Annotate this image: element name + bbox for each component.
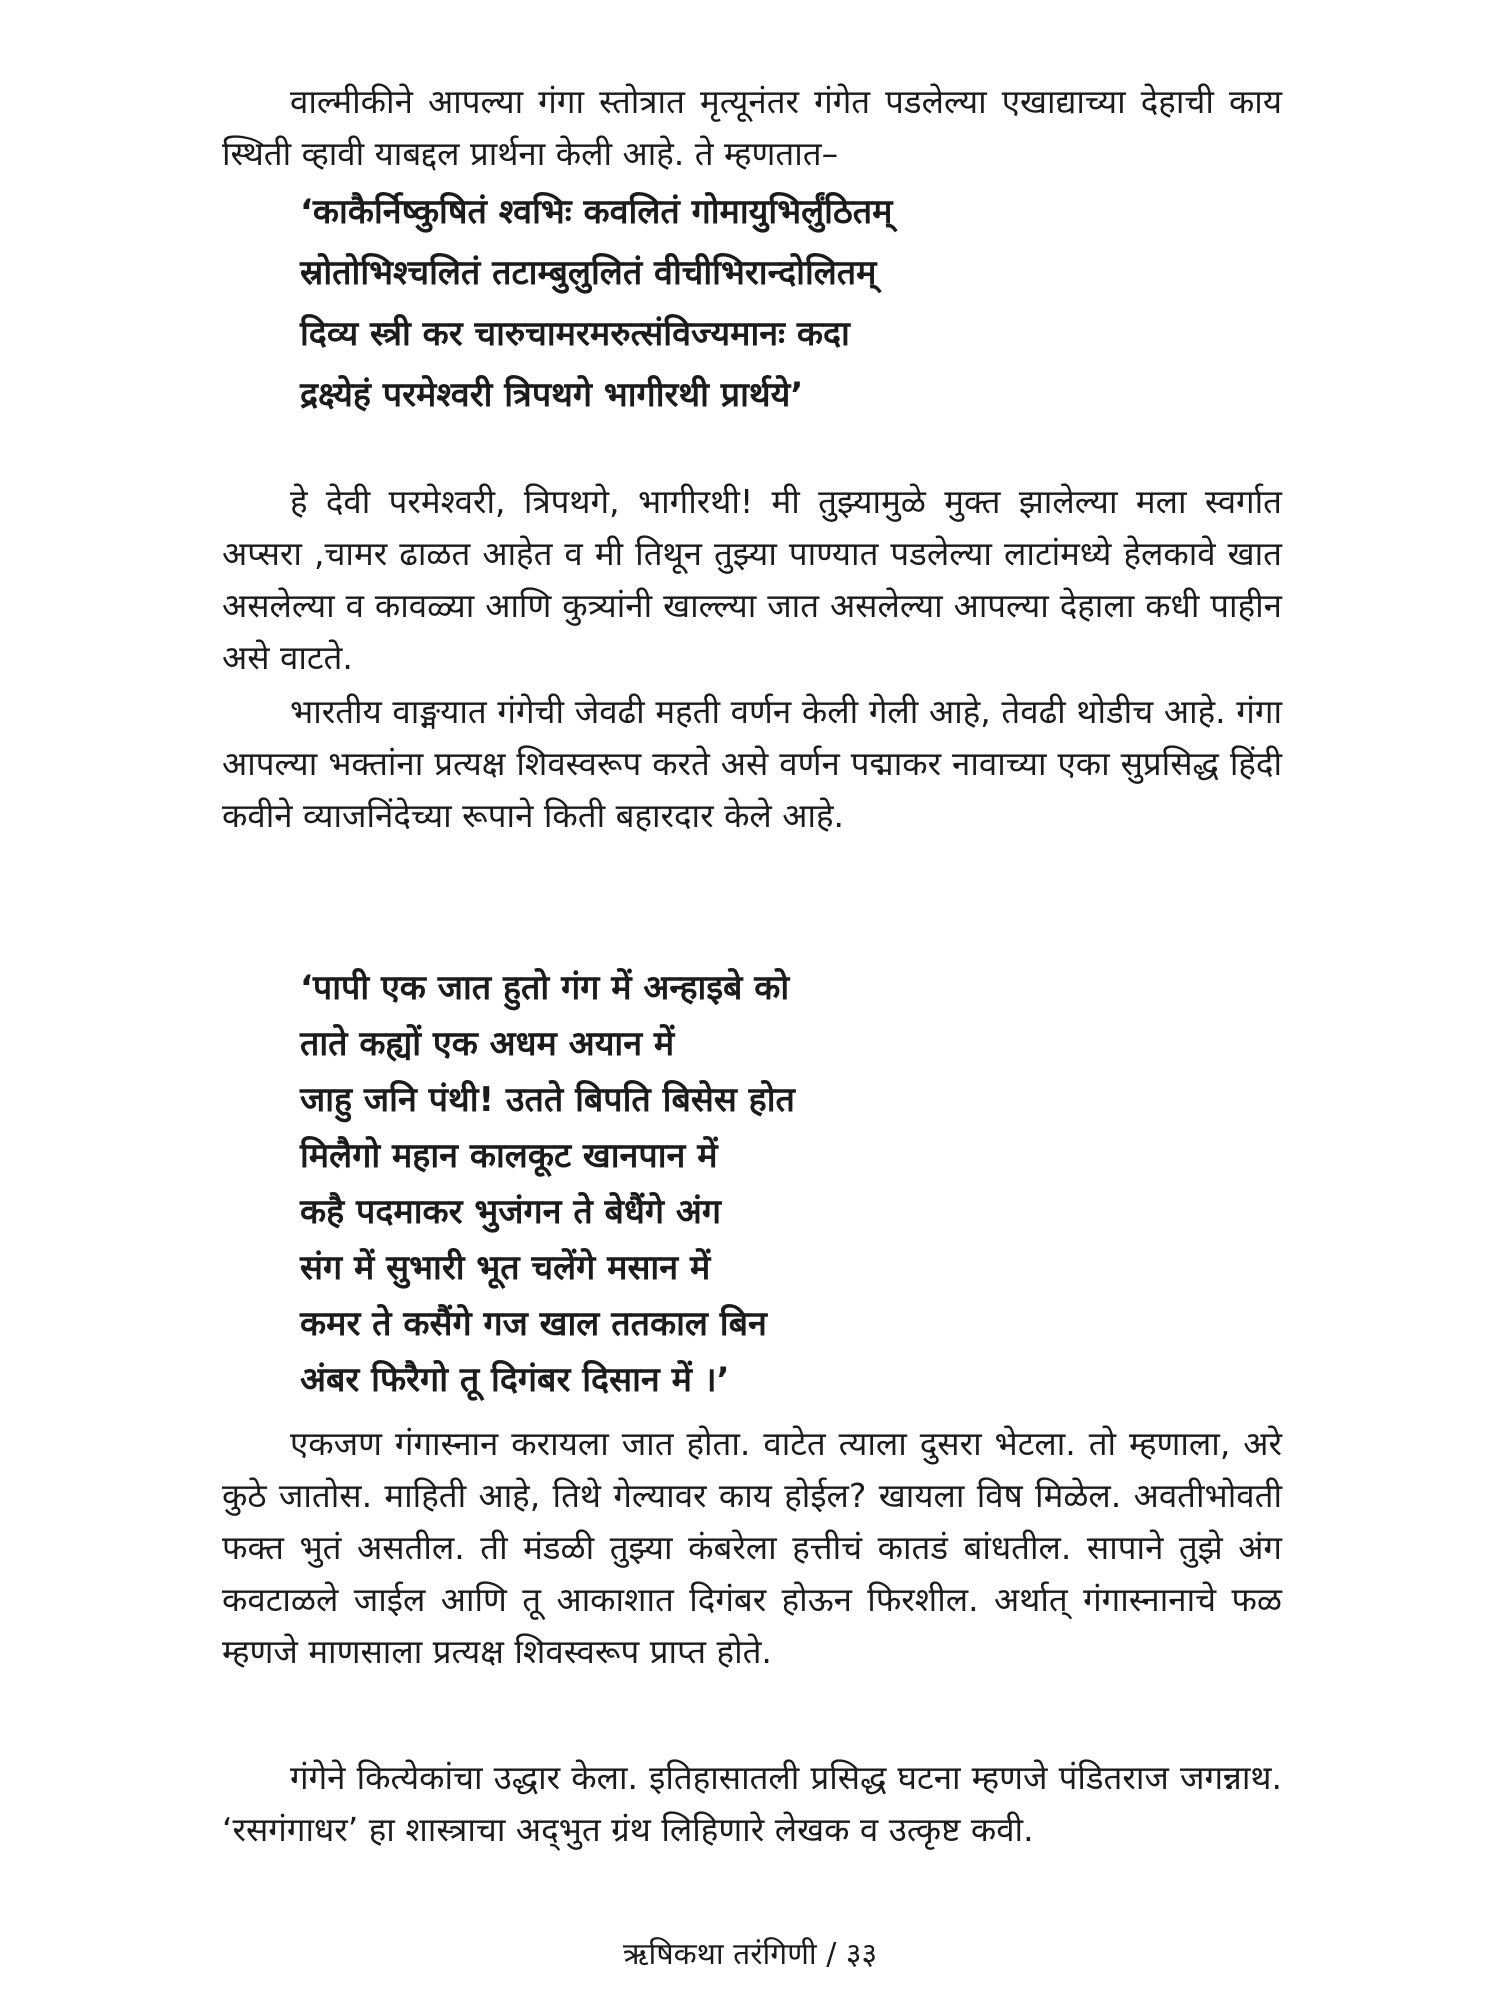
paragraph-padmakar	[222, 686, 1282, 842]
verse-line: अंबर फिरैगो तू दिगंबर दिसान में ।’	[300, 1360, 730, 1400]
verse-line: दिव्य स्त्री कर चारुचामरमरुत्संविज्यमानः कदा	[300, 314, 850, 354]
paragraph-prayer-meaning	[222, 476, 1282, 684]
verse-line: ‘काकैर्निष्कुषितं श्वभिः कवलितं गोमायुभिर्लुंठितम्	[300, 192, 893, 232]
paragraph-text: हे देवी परमेश्वरी, त्रिपथगे, भागीरथी! मी तुझ्यामुळे मुक्त झालेल्या मला स्वर्गात अप्सरा ,चामर ढाळत आहेत व मी तिथून तुझ्या पाण्यात पडलेल्या लाटांमध्ये हेलकावे खात असलेल्या व कावळ्या आणि कुत्र्यांनी खाल्ल्या जात असलेल्या आपल्या देहाला कधी पाहीन असे वाटते.	[222, 482, 1282, 677]
verse-line: स्रोतोभिश्चलितं तटाम्बुलुलितं वीचीभिरान्दोलितम्	[300, 253, 877, 293]
page-footer: ऋषिकथा तरंगिणी / ३३	[622, 1937, 878, 1972]
paragraph-gangasnan-story	[222, 1418, 1282, 1678]
verse-line: जाहु जनि पंथी! उतते बिपति बिसेस होत	[300, 1080, 795, 1120]
paragraph-text: एकजण गंगास्नान करायला जात होता. वाटेत त्याला दुसरा भेटला. तो म्हणाला, अरे कुठे जातोस. माहिती आहे, तिथे गेल्यावर काय होईल? खायला विष मिळेल. अवतीभोवती फक्त भुतं असतील. ती मंडळी तुझ्या कंबरेला हत्तीचं कातडं बांधतील. सापाने तुझे अंग कवटाळले जाईल आणि तू आकाशात दिगंबर होऊन फिरशील. अर्थात् गंगास्नानाचे फळ म्हणजे माणसाला प्रत्यक्ष शिवस्वरूप प्राप्त होते.	[222, 1424, 1282, 1671]
verse-line: कहै पदमाकर भुजंगन ते बेधैंगे अंग	[300, 1192, 721, 1232]
paragraph-text: भारतीय वाङ्मयात गंगेची जेवढी महती वर्णन केली गेली आहे, तेवढी थोडीच आहे. गंगा आपल्या भक्तांना प्रत्यक्ष शिवस्वरूप करते असे वर्णन पद्माकर नावाच्या एका सुप्रसिद्ध हिंदी कवीने व्याजनिंदेच्या रूपाने किती बहारदार केले आहे.	[222, 692, 1282, 835]
verse-line: कमर ते कसैंगे गज खाल ततकाल बिन	[300, 1304, 767, 1344]
paragraph-text: वाल्मीकीने आपल्या गंगा स्तोत्रात मृत्यूनंतर गंगेत पडलेल्या एखाद्याच्या देहाची काय स्थिती व्हावी याबद्दल प्रार्थना केली आहे. ते म्हणतात–	[222, 82, 1282, 173]
verse-line: ‘पापी एक जात हुतो गंग में अन्हाइबे को	[300, 968, 790, 1008]
paragraph-text: गंगेने कित्येकांचा उद्धार केला. इतिहासातली प्रसिद्ध घटना म्हणजे पंडितराज जगन्नाथ. ‘रसगंगाधर’ हा शास्त्राचा अद्‌भुत ग्रंथ लिहिणारे लेखक व उत्कृष्ट कवी.	[222, 1758, 1282, 1849]
verse-line: मिलैगो महान कालकूट खानपान में	[300, 1136, 718, 1176]
verse-line: संग में सुभारी भूत चलेंगे मसान में	[300, 1248, 711, 1288]
hindi-verse	[300, 960, 795, 1408]
paragraph-panditraj	[222, 1752, 1282, 1856]
sanskrit-verse	[300, 182, 892, 426]
paragraph-valmiki-intro	[222, 76, 1282, 180]
verse-line: ताते कह्यों एक अधम अयान में	[300, 1024, 675, 1064]
verse-line: द्रक्ष्येहं परमेश्वरी त्रिपथगे भागीरथी प्रार्थये’	[300, 375, 804, 415]
